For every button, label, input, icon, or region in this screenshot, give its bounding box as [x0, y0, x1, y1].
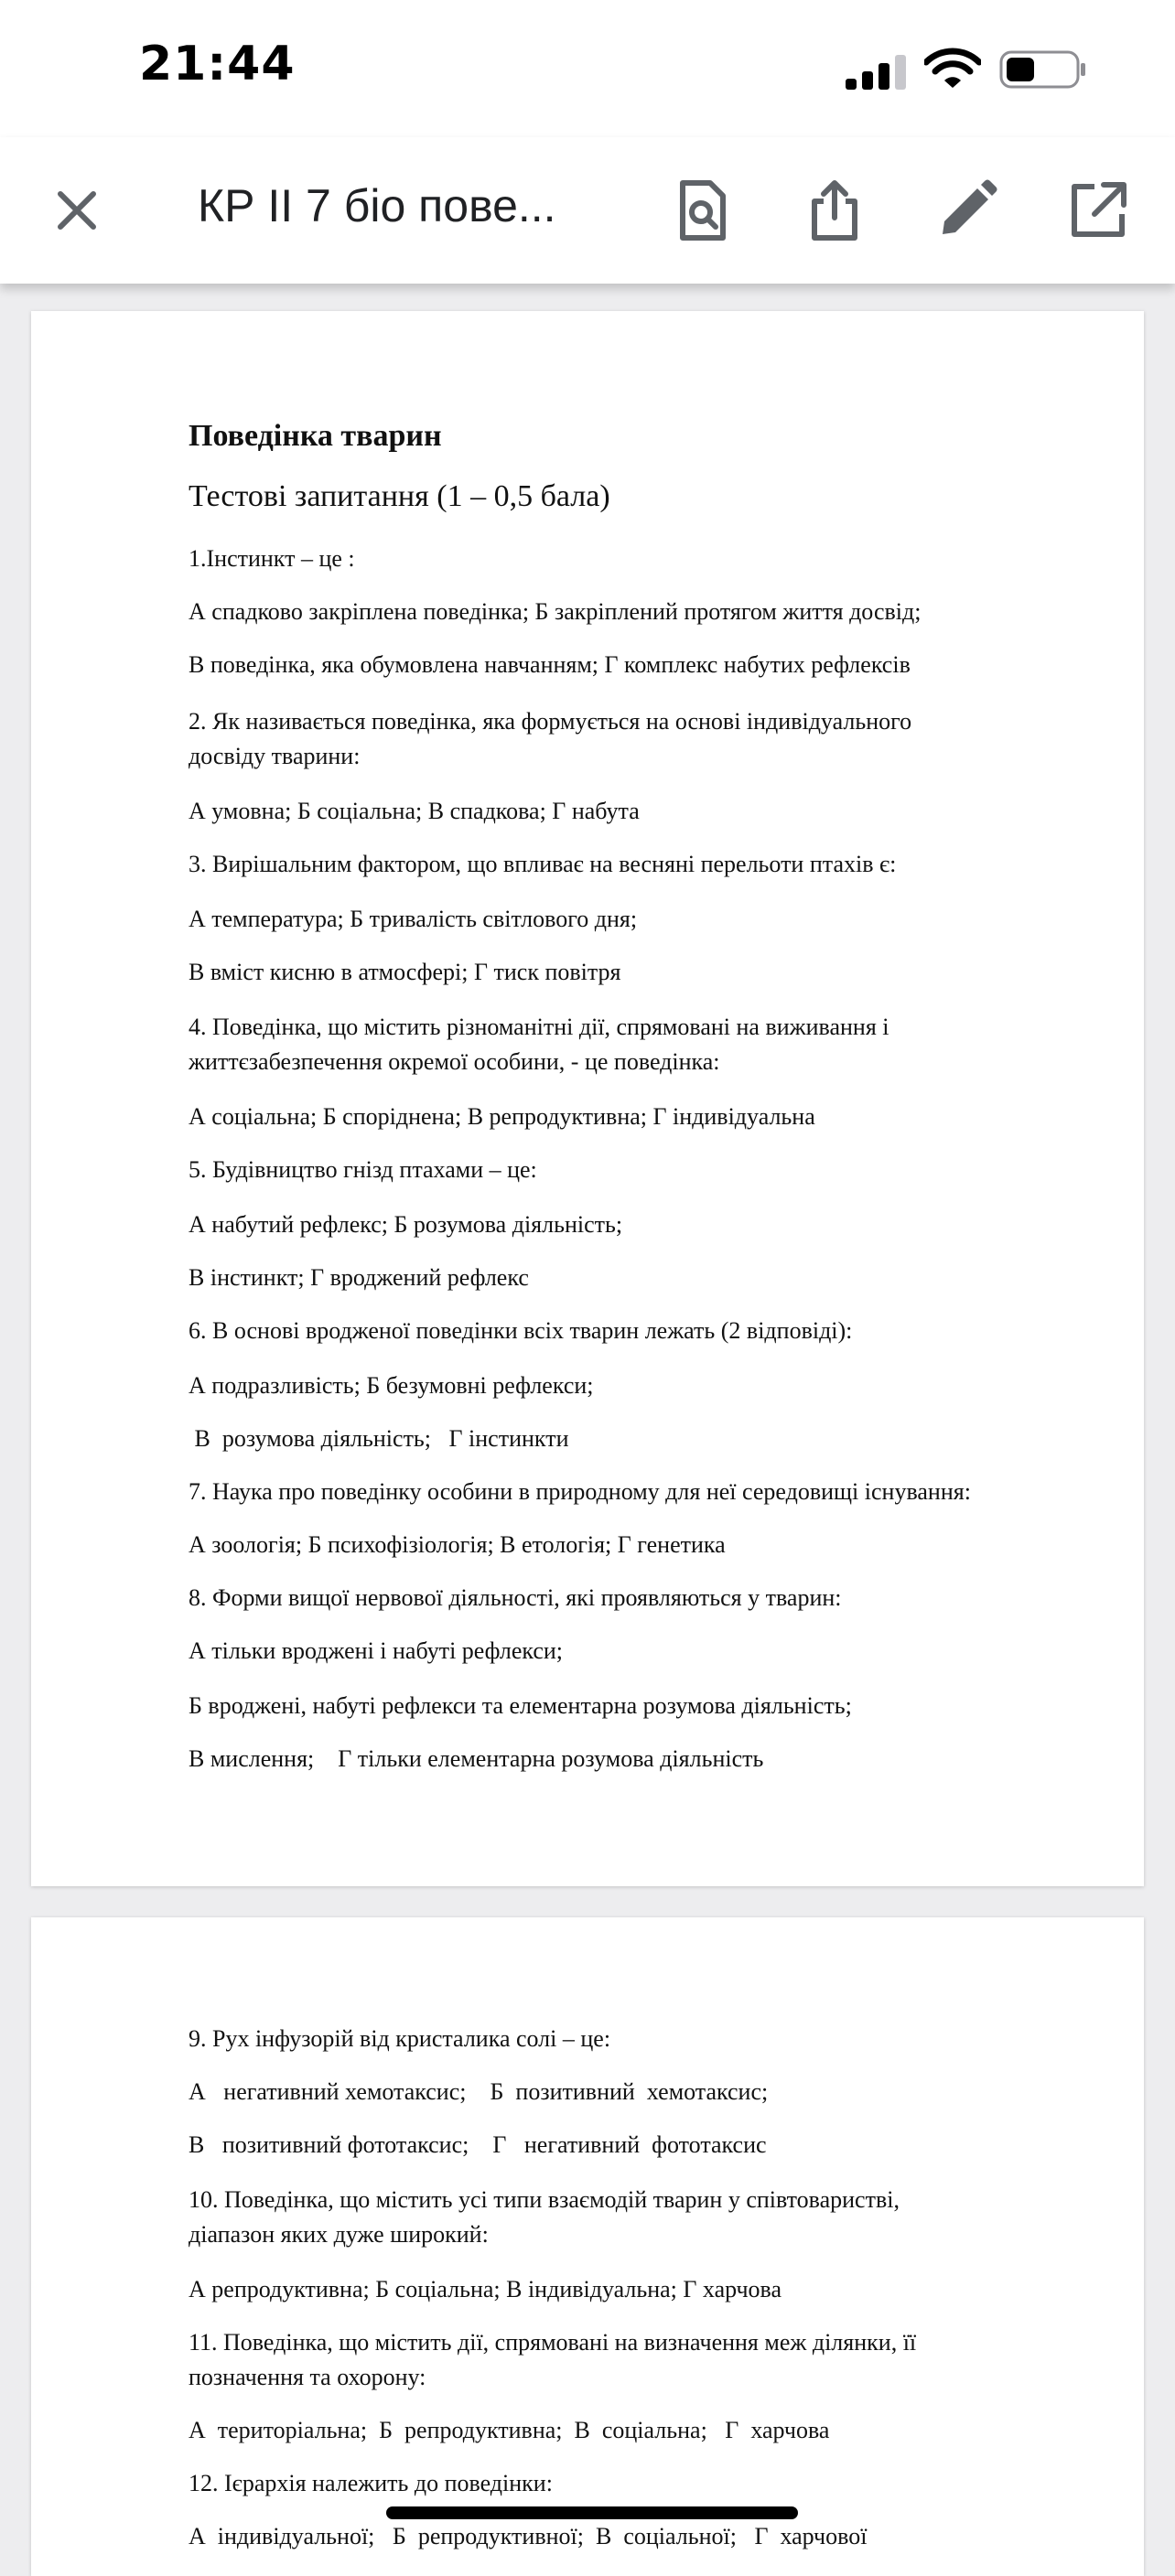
answer-line: А зоологія; Б психофізіологія; В етологія; Г генетика	[189, 1531, 726, 1558]
document-toolbar	[0, 137, 1175, 284]
document-heading: Поведінка тварин	[189, 419, 442, 453]
edit-pencil-icon[interactable]	[932, 176, 1001, 245]
answer-line: В інстинкт; Г вроджений рефлекс	[189, 1264, 529, 1291]
question-9: 9. Рух інфузорій від кристалика солі – це:	[189, 2025, 611, 2052]
answer-line: А негативний хемотаксис; Б позитивний хемотаксис;	[189, 2078, 769, 2105]
wifi-icon	[924, 48, 981, 90]
document-title: КР ІІ 7 біо пове...	[198, 180, 556, 231]
close-icon[interactable]	[42, 176, 112, 245]
question-1: 1.Інстинкт – це :	[189, 545, 355, 572]
status-bar	[0, 0, 1175, 137]
question-7: 7. Наука про поведінку особини в природному для неї середовищі існування:	[189, 1478, 971, 1505]
status-time: 21:44	[139, 37, 296, 91]
answer-line: А подразливість; Б безумовні рефлекси;	[189, 1372, 594, 1399]
answer-line: В поведінка, яка обумовлена навчанням; Г комплекс набутих рефлексів	[189, 651, 911, 678]
answer-line: В розумова діяльність; Г інстинкти	[189, 1425, 569, 1452]
question-11-continued: позначення та охорону:	[189, 2364, 426, 2390]
answer-line: А спадково закріплена поведінка; Б закріплений протягом життя досвід;	[189, 598, 922, 625]
answer-line: А температура; Б тривалість світлового дня;	[189, 906, 638, 932]
answer-line: В вміст кисню в атмосфері; Г тиск повітря	[189, 959, 621, 985]
answer-line: А набутий рефлекс; Б розумова діяльність;	[189, 1211, 623, 1238]
question-3: 3. Вирішальним фактором, що впливає на весняні перельоти птахів є:	[189, 851, 897, 877]
question-4: 4. Поведінка, що містить різноманітні дії, спрямовані на виживання і	[189, 1014, 889, 1040]
answer-line: А індивідуальної; Б репродуктивної; В соціальної; Г харчової	[189, 2523, 868, 2549]
answer-line: Б вроджені, набуті рефлекси та елементарна розумова діяльність;	[189, 1692, 852, 1719]
answer-line: А тільки вроджені і набуті рефлекси;	[189, 1637, 564, 1664]
question-2: 2. Як називається поведінка, яка формується на основі індивідуального	[189, 708, 912, 735]
document-subheading: Тестові запитання (1 – 0,5 бала)	[189, 479, 610, 513]
document-page-2	[31, 1917, 1144, 2576]
answer-line: В мислення; Г тільки елементарна розумова діяльність	[189, 1745, 764, 1772]
search-in-document-icon[interactable]	[668, 176, 738, 245]
answer-line: А умовна; Б соціальна; В спадкова; Г набута	[189, 798, 640, 824]
question-8: 8. Форми вищої нервової діяльності, які проявляються у тварин:	[189, 1584, 842, 1611]
answer-line: В позитивний фототаксис; Г негативний фототаксис	[189, 2131, 767, 2158]
home-indicator[interactable]	[386, 2506, 798, 2519]
question-10-continued: діапазон яких дуже широкий:	[189, 2221, 489, 2248]
document-page-1	[31, 311, 1144, 1886]
question-12: 12. Ієрархія належить до поведінки:	[189, 2470, 553, 2496]
battery-icon	[999, 49, 1087, 90]
share-icon[interactable]	[800, 176, 869, 245]
answer-line: А репродуктивна; Б соціальна; В індивідуальна; Г харчова	[189, 2276, 782, 2302]
answer-line: А територіальна; Б репродуктивна; В соціальна; Г харчова	[189, 2417, 830, 2443]
question-5: 5. Будівництво гнізд птахами – це:	[189, 1156, 537, 1183]
open-external-icon[interactable]	[1063, 176, 1133, 245]
question-2-continued: досвіду тварини:	[189, 743, 361, 769]
question-10: 10. Поведінка, що містить усі типи взаємодій тварин у співтоваристві,	[189, 2186, 900, 2213]
answer-line: А соціальна; Б споріднена; В репродуктивна; Г індивідуальна	[189, 1103, 815, 1130]
question-11: 11. Поведінка, що містить дії, спрямовані на визначення меж ділянки, її	[189, 2329, 917, 2356]
cellular-signal-icon	[844, 53, 908, 90]
question-4-continued: життєзабезпечення окремої особини, - це поведінка:	[189, 1048, 720, 1075]
question-6: 6. В основі вродженої поведінки всіх тварин лежать (2 відповіді):	[189, 1317, 853, 1344]
